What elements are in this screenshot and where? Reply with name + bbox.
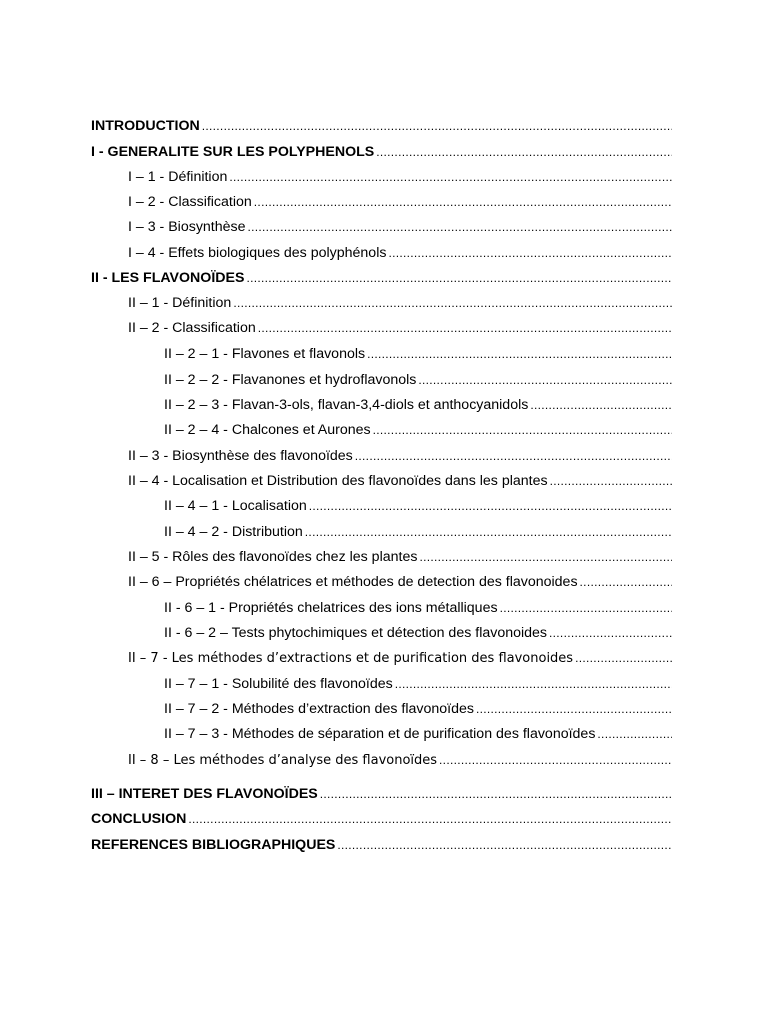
toc-entry: [164, 522, 672, 542]
toc-entry-label: II – 6 – Propriétés chélatrices et méthodes de detection des flavonoides: [128, 574, 578, 590]
toc-entry: [164, 724, 672, 744]
toc-entry-label: II – 3 - Biosynthèse des flavonoïdes: [128, 448, 353, 464]
dot-leader: [418, 370, 672, 390]
dot-leader: [395, 674, 672, 694]
toc-entry-label: CONCLUSION: [91, 811, 187, 827]
dot-leader: [188, 809, 672, 829]
toc-entry: [128, 572, 672, 592]
toc-entry-label: I - GENERALITE SUR LES POLYPHENOLS: [91, 144, 375, 160]
toc-entry: [91, 809, 672, 829]
dot-leader: [337, 835, 672, 855]
toc-entry: [128, 446, 672, 466]
dot-leader: [246, 268, 672, 288]
dot-leader: [597, 724, 672, 744]
toc-entry: [164, 598, 672, 618]
dot-leader: [202, 116, 672, 136]
toc-entry-label: I – 4 - Effets biologiques des polyphénols: [128, 245, 387, 261]
dot-leader: [439, 750, 672, 770]
toc-entry: [164, 674, 672, 694]
dot-leader: [305, 522, 672, 542]
toc-entry-label: III – INTERET DES FLAVONOÏDES: [91, 786, 318, 802]
dot-leader: [233, 293, 672, 313]
dot-leader: [476, 699, 672, 719]
toc-entry: [128, 217, 672, 237]
toc-entry: [128, 750, 672, 770]
toc-entry: [91, 116, 672, 136]
dot-leader: [388, 243, 672, 263]
dot-leader: [258, 318, 672, 338]
toc-entry-label: REFERENCES BIBLIOGRAPHIQUES: [91, 837, 336, 853]
toc-entry-label: II – 7 - Les méthodes d’extractions et de purification des flavonoides: [128, 651, 574, 666]
toc-entry-label: II - 6 – 1 - Propriétés chelatrices des ions métalliques: [164, 600, 498, 616]
toc-entry-label: II – 5 - Rôles des flavonoïdes chez les plantes: [128, 549, 418, 565]
toc-entry-label: II – 4 – 2 - Distribution: [164, 524, 303, 540]
toc-entry: [128, 547, 672, 567]
toc-entry: [91, 784, 672, 804]
dot-leader: [254, 192, 672, 212]
toc-entry: [128, 293, 672, 313]
toc-entry-label: II – 4 – 1 - Localisation: [164, 498, 307, 514]
toc-entry-label: II – 2 – 3 - Flavan-3-ols, flavan-3,4-diols et anthocyanidols: [164, 397, 529, 413]
toc-entry-label: INTRODUCTION: [91, 118, 200, 134]
dot-leader: [549, 623, 672, 643]
toc-entry-label: II – 7 – 3 - Méthodes de séparation et de purification des flavonoïdes: [164, 726, 596, 742]
toc-entry: [91, 142, 672, 162]
toc-entry: [164, 496, 672, 516]
dot-leader: [500, 598, 672, 618]
toc-entry-label: II – 2 – 1 - Flavones et flavonols: [164, 346, 366, 362]
toc-entry-label: I – 1 - Définition: [128, 169, 228, 185]
dot-leader: [580, 572, 672, 592]
toc-entry-label: I – 2 - Classification: [128, 194, 252, 210]
toc-entry-label: II – 7 – 1 - Solubilité des flavonoïdes: [164, 676, 393, 692]
dot-leader: [367, 344, 672, 364]
toc-entry-label: II – 2 - Classification: [128, 320, 256, 336]
dot-leader: [530, 395, 672, 415]
dot-leader: [575, 648, 672, 668]
toc-entry-label: II – 8 – Les méthodes d’analyse des flavonoïdes: [128, 753, 438, 768]
toc-entry-label: II – 7 – 2 - Méthodes d’extraction des flavonoïdes: [164, 701, 474, 717]
toc-entry-label: II – 1 - Définition: [128, 295, 232, 311]
toc-entry: [91, 268, 672, 288]
toc-entry: [164, 370, 672, 390]
toc-entry: [128, 243, 672, 263]
toc-entry: [128, 192, 672, 212]
toc-entry: [164, 395, 672, 415]
toc-entry-label: I – 3 - Biosynthèse: [128, 219, 246, 235]
toc-entry: [91, 835, 672, 855]
toc-entry-label: II – 2 – 4 - Chalcones et Aurones: [164, 422, 371, 438]
toc-entry: [128, 648, 672, 668]
dot-leader: [248, 217, 672, 237]
dot-leader: [376, 142, 672, 162]
toc-entry-label: II – 2 – 2 - Flavanones et hydroflavonols: [164, 372, 417, 388]
dot-leader: [419, 547, 672, 567]
dot-leader: [355, 446, 672, 466]
toc-entry: [164, 344, 672, 364]
toc-entry: [164, 420, 672, 440]
dot-leader: [309, 496, 672, 516]
toc-entry-label: II - LES FLAVONOÏDES: [91, 270, 245, 286]
toc-entry-label: II – 4 - Localisation et Distribution des flavonoïdes dans les plantes: [128, 473, 548, 489]
dot-leader: [550, 471, 672, 491]
toc-entry: [128, 318, 672, 338]
toc-entry: [164, 699, 672, 719]
dot-leader: [229, 167, 672, 187]
dot-leader: [320, 784, 672, 804]
toc-entry-label: II - 6 – 2 – Tests phytochimiques et détection des flavonoides: [164, 625, 548, 641]
toc-entry: [128, 167, 672, 187]
toc-entry: [128, 471, 672, 491]
dot-leader: [373, 420, 672, 440]
toc-entry: [164, 623, 672, 643]
